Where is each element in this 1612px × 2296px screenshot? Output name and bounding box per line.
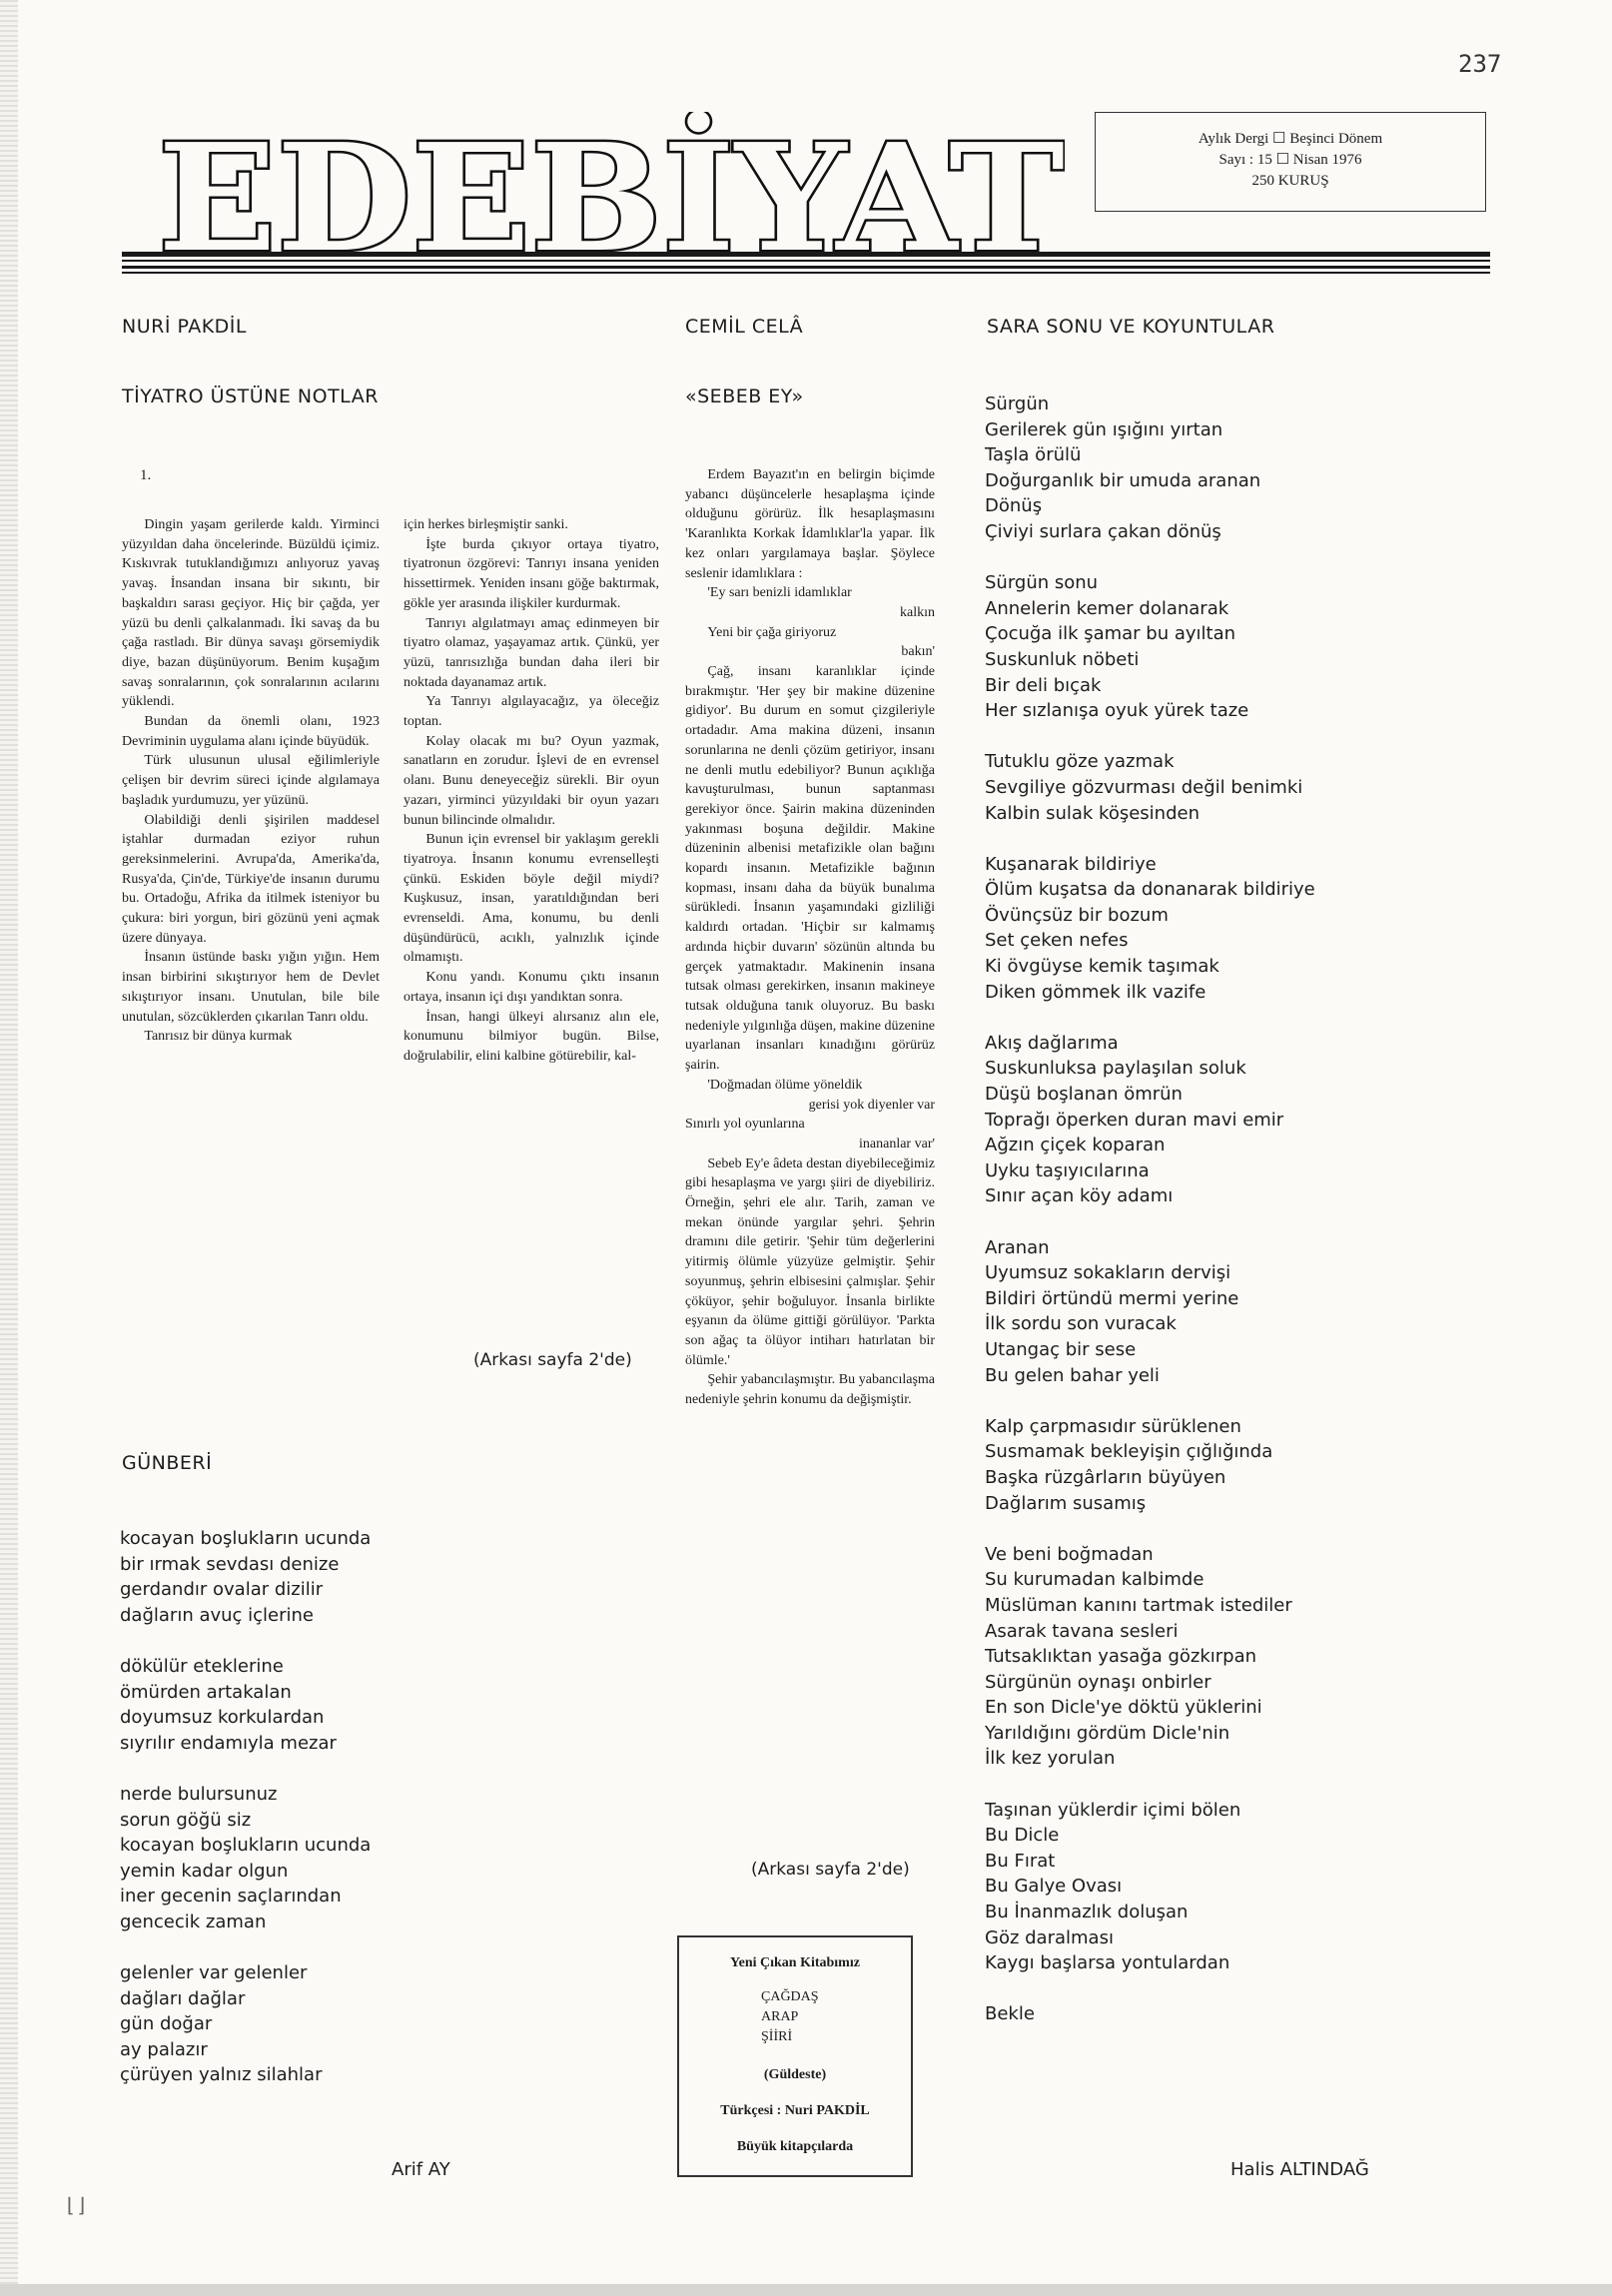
paragraph: Sebeb Ey'e âdeta destan diyebileceğimiz gibi hesaplaşma ve yargı şiiri de diyebiliriz. Örneğin, şehri ele alır. Tarih, zaman ve mekan önünde yargılar şehri. Şehrin dramını dile getirir. 'Şehir tüm değerlerini yitirmiş ölümle yüzyüze gelmiştir. Şehir soyunmuş, şehrin elbisesini çalmışlar. Şehir çöküyor, şehir boğuluyor. İnsanla birlikte eşyanın da ölüme gittiği görülüyor. 'Parkta son ağaç ta ölüyor intiharı hatırlatan bir ölümle.' [685, 1155, 935, 1368]
poem-line: Set çeken nefes [985, 930, 1129, 952]
poem-line: kocayan boşlukların ucunda [120, 1835, 372, 1857]
quote-line: bakın' [901, 644, 935, 660]
poem-line: ay palazır [120, 2038, 208, 2060]
issue-line-periodical: Aylık Dergi ☐ Beşinci Dönem [1198, 131, 1383, 147]
poem-line: gelenler var gelenler [120, 1962, 308, 1984]
stanza [985, 1031, 1424, 1209]
paragraph: Tanrısız bir dünya kurmak [144, 1029, 293, 1045]
paragraph: Erdem Bayazıt'ın en belirgin biçimde yabancı düşüncelerle hesaplaşma içinde olduğunu görürüz. İlk hesaplaşmasını 'Karanlıkta Korkak İdamlıklar'la yapar. İlk kez onları yargılamaya başlar. Şöylece seslenir idamlıklara : [685, 467, 935, 581]
paragraph: Kolay olacak mı bu? Oyun yazmak, sanatların en zorudur. İşlevi de en evrensel olanı. Bunu deneyeceğiz sürekli. Bir oyun yazarı, yirminci yüzyıldaki bir oyun yazarı bunun bilincinde olmalıdır. [403, 733, 659, 828]
book-ad-header: Yeni Çıkan Kitabımız [730, 1955, 860, 1970]
issue-line-number: Sayı : 15 ☐ Nisan 1976 [1218, 152, 1362, 168]
poem-line: İlk kez yorulan [985, 1748, 1116, 1770]
poem-line: gerdandır ovalar dizilir [120, 1579, 324, 1601]
poem-line: Ki övgüyse kemik taşımak [985, 956, 1219, 978]
poem-line: Su kurumadan kalbimde [985, 1569, 1205, 1591]
stanza [120, 1526, 419, 1628]
paragraph: Konu yandı. Konumu çıktı insanın ortaya, insanın içi dışı yandıktan sonra. [403, 970, 659, 1005]
poem-line: sıyrılır endamıyla mezar [120, 1732, 337, 1754]
book-ad-title-line: ARAP [761, 2009, 799, 2024]
poem-line: Sürgün sonu [985, 572, 1099, 594]
poem-line: Her sızlanışa oyuk yürek taze [985, 700, 1249, 722]
article2-column [685, 465, 935, 1410]
poem-line: Sürgünün oynaşı onbirler [985, 1671, 1211, 1693]
poem-line: nerde bulursunuz [120, 1783, 278, 1805]
paragraph: İnsanın üstünde baskı yığın yığın. Hem insan birbirini sıkıştırıyor hem de Devlet sıkıştırıyor insanı. Unutulan, bile bile unutulan, sözcüklerden çıkarılan Tanrı oldu. [122, 950, 380, 1025]
masthead-rule [122, 266, 1490, 269]
stanza [985, 570, 1424, 724]
poem-line: Kuşanarak bildiriye [985, 853, 1157, 875]
issue-info-box [1095, 112, 1486, 212]
poem-line: Bu Galye Ovası [985, 1876, 1123, 1898]
poem-line: Tutsaklıktan yasağa gözkırpan [985, 1646, 1257, 1668]
article2-author: CEMİL CELÂ [685, 316, 804, 338]
poem-line: Düşü boşlanan ömrün [985, 1084, 1183, 1106]
poem-line: Suskunluksa paylaşılan soluk [985, 1058, 1246, 1080]
poem-line: gün doğar [120, 2013, 213, 2035]
poem-line: sorun göğü siz [120, 1809, 252, 1831]
book-advertisement [677, 1935, 913, 2177]
poem-line: Utangaç bir sese [985, 1338, 1137, 1360]
paragraph: Olabildiği denli şişirilen maddesel iştahlar durmadan eziyor ruhun gereksinmelerini. Avrupa'da, Amerika'da, Rusya'da, Çin'de, Türkiye'de insanın durumu bu. Ortadoğu, Afrika da itilmek isteniyor bu çukura: biri yorgun, biri gözünü yeni açmak üzere dünyaya. [122, 812, 380, 946]
article2-continued-note: (Arkası sayfa 2'de) [751, 1860, 910, 1880]
scan-edge [0, 0, 18, 2296]
poem-line: Sevgiliye gözvurması değil benimki [985, 776, 1303, 798]
poem-line: Gerilerek gün ışığını yırtan [985, 418, 1223, 440]
poem-line: Bir deli bıçak [985, 674, 1102, 696]
article1-column-1 [122, 515, 380, 1047]
poem-line: Başka rüzgârların büyüyen [985, 1466, 1226, 1488]
masthead-rule [122, 272, 1490, 274]
paragraph: Tanrıyı algılatmayı amaç edinmeyen bir tiyatro olamaz, yaşayamaz artık. Çünkü, yer yüzü, tanrısızlığa bundan daha ileri bir noktada dayanamaz artık. [403, 615, 659, 690]
paragraph: İnsan, hangi ülkeyi alırsanız alın ele, konumunu bilmiyor bugün. Bilse, doğrulabilir, elini kalbine götürebilir, kal- [403, 1009, 659, 1064]
masthead-rule [122, 252, 1490, 257]
paragraph: Türk ulusunun ulusal eğilimleriyle çelişen bir devrim süreci içinde algılamaya başladık yurdumuzu, yer yüzünü. [122, 753, 380, 808]
poem-line: Kalbin sulak köşesinden [985, 802, 1200, 824]
scan-bottom-edge [0, 2284, 1612, 2296]
poem-line: Çiviyi surlara çakan dönüş [985, 520, 1221, 542]
masthead-rule [122, 260, 1490, 262]
poem-line: Diken gömmek ilk vazife [985, 981, 1207, 1003]
stanza [985, 749, 1424, 826]
poem-line: İlk sordu son vuracak [985, 1313, 1177, 1335]
stanza [985, 1235, 1424, 1389]
quote-line: gerisi yok diyenler var [808, 1097, 935, 1113]
article1-continued-note: (Arkası sayfa 2'de) [473, 1350, 632, 1370]
paragraph: Bunun için evrensel bir yaklaşım gerekli tiyatroya. İnsanın konumu evrenselleşti çünkü. Eskiden böyle değil miydi? Kuşkusuz, insan, yaratıldığından beri evrenseldi. Ama, konumu, bu denli düşündürücü, acıklı, yalnızlık içinde olmamıştı. [403, 832, 659, 966]
quote-line: 'Ey sarı benizli idamlıklar [707, 585, 852, 601]
poem-line: Bu Fırat [985, 1850, 1056, 1872]
issue-line-price: 250 KURUŞ [1251, 173, 1329, 189]
poem-line: Bekle [985, 2003, 1035, 2025]
stanza [985, 2001, 1424, 2027]
poem-line: Çocuğa ilk şamar bu ayıltan [985, 623, 1236, 645]
poem-line: Dönüş [985, 495, 1043, 517]
poem-line: Uyku taşıyıcılarına [985, 1159, 1150, 1181]
stanza [120, 1960, 419, 2088]
article1-title: TİYATRO ÜSTÜNE NOTLAR [122, 385, 379, 407]
poem-line: doyumsuz korkulardan [120, 1707, 325, 1729]
poem-line: Göz daralması [985, 1926, 1114, 1948]
article1-author: NURİ PAKDİL [122, 316, 247, 338]
poem-line: Kalp çarpmasıdır sürüklenen [985, 1415, 1241, 1437]
quote-line: Sınırlı yol oyunlarına [685, 1117, 805, 1133]
stanza [985, 1542, 1424, 1772]
poem-line: Aranan [985, 1236, 1050, 1258]
poem-line: dağların avuç içlerine [120, 1604, 315, 1626]
book-ad-title-line: ÇAĞDAŞ [761, 1989, 819, 2004]
poem-line: Taşınan yüklerdir içimi bölen [985, 1799, 1241, 1821]
stanza [985, 391, 1424, 545]
poem-line: ömürden artakalan [120, 1681, 292, 1703]
poem-line: Uyumsuz sokakların dervişi [985, 1262, 1231, 1284]
poem2-title: SARA SONU VE KOYUNTULAR [987, 316, 1275, 338]
poem-line: Ölüm kuşatsa da donanarak bildiriye [985, 879, 1315, 901]
quote-line: 'Doğmadan ölüme yöneldik [707, 1077, 863, 1093]
poem-line: gencecik zaman [120, 1911, 267, 1932]
poem-line: Sınır açan köy adamı [985, 1185, 1174, 1207]
book-ad-title-line: ŞİİRİ [761, 2029, 793, 2044]
paragraph: için herkes birleşmiştir sanki. [403, 517, 568, 532]
poem-line: Ağzın çiçek koparan [985, 1135, 1166, 1156]
poem-line: bir ırmak sevdası denize [120, 1553, 340, 1575]
poem-line: yemin kadar olgun [120, 1860, 289, 1882]
poem-line: Akış dağlarıma [985, 1032, 1119, 1054]
poem-line: Tutuklu göze yazmak [985, 751, 1175, 773]
book-ad-translator: Türkçesi : Nuri PAKDİL [720, 2103, 870, 2118]
poem-line: Müslüman kanını tartmak istediler [985, 1594, 1292, 1616]
poem-line: Dağlarım susamış [985, 1492, 1147, 1514]
paragraph: Şehir yabancılaşmıştır. Bu yabancılaşma nedeniyle şehrin konumu da değişmiştir. [685, 1372, 935, 1408]
scan-corner-mark: ⌊⌋ [64, 2193, 89, 2217]
article1-column-2 [403, 515, 659, 1067]
poem-line: Kaygı başlarsa yontulardan [985, 1952, 1230, 1974]
poem-line: kocayan boşlukların ucunda [120, 1528, 372, 1549]
poem-line: Yarıldığını gördüm Dicle'nin [985, 1722, 1230, 1744]
section-number: 1. [140, 467, 152, 483]
poem-line: Sürgün [985, 393, 1050, 414]
paragraph: Bundan da önemli olanı, 1923 Devriminin uygulama alanı içinde büyüdük. [122, 714, 380, 749]
paragraph: Dingin yaşam gerilerde kaldı. Yirminci yüzyıldan daha öncelerinde. Büzüldü içimiz. Kıskıvrak tutuklandığımızı anlıyoruz yavaş yavaş. İnsandan insana bir sıkıntı, bir başkaldırı sarası geçiyor. Hiç bir çağda, yer yüzü bu denli çalkalanmadı. İki savaş da bu çağa rastladı. Bir dünya savaşı görsemiydik diye, bazan düşünüyorum. Benim kuşağım savaş sonralarının, çok sonralarının acılarını yüklendi. [122, 517, 380, 710]
poem-line: Bu Dicle [985, 1825, 1060, 1847]
masthead-title [158, 112, 1065, 262]
poem-line: Toprağı öperken duran mavi emir [985, 1109, 1284, 1131]
page-number: 237 [1458, 50, 1502, 78]
poem-line: Suskunluk nöbeti [985, 648, 1140, 670]
poem-line: Övünçsüz bir bozum [985, 904, 1169, 926]
poem-line: dağları dağlar [120, 1987, 246, 2009]
quote-line: Yeni bir çağa giriyoruz [707, 624, 837, 640]
poem-line: Bu gelen bahar yeli [985, 1364, 1160, 1386]
article2-title: «SEBEB EY» [685, 385, 804, 407]
book-ad-subtitle: (Güldeste) [763, 2067, 827, 2082]
poem-line: iner gecenin saçlarından [120, 1886, 342, 1908]
poem-line: Annelerin kemer dolanarak [985, 597, 1229, 619]
poem-line: dökülür eteklerine [120, 1655, 284, 1677]
quote-line: inananlar var' [859, 1136, 935, 1151]
poem1-body [120, 1526, 419, 2114]
paragraph: Ya Tanrıyı algılayacağız, ya öleceğiz toptan. [403, 694, 659, 730]
quote-line: kalkın [900, 604, 935, 620]
stanza [985, 1798, 1424, 1976]
poem-line: Asarak tavana sesleri [985, 1620, 1179, 1642]
poem-line: Doğurganlık bir umuda aranan [985, 469, 1261, 491]
poem-line: Bu İnanmazlık doluşan [985, 1902, 1189, 1923]
stanza [120, 1654, 419, 1756]
stanza [120, 1782, 419, 1935]
poem-line: çürüyen yalnız silahlar [120, 2064, 323, 2086]
poem1-author: Arif AY [392, 2159, 450, 2180]
paragraph: İşte burda çıkıyor ortaya tiyatro, tiyatronun özgörevi: Tanrıyı insana yeniden hissettirmek. Yeniden insanı göğe baktırmak, gökle yer arasında ilişkiler kurdurmak. [403, 536, 659, 611]
stanza [985, 852, 1424, 1006]
masthead-title-text: EDEBİYAT [158, 112, 1019, 262]
poem2-body [985, 391, 1424, 2053]
poem-line: Susmamak bekleyişin çığlığında [985, 1441, 1273, 1463]
poem-line: Ve beni boğmadan [985, 1543, 1154, 1565]
paragraph: Çağ, insanı karanlıklar içinde bırakmıştır. 'Her şey bir makine düzenine gidiyor'. Bu durum en somut çizgileriyle ortadadır. Ama makina düzeni, insanın sorunlarına ne denli çözüm getiriyor, insanı ne denli mutlu edebiliyor? Bunun açıklığa kavuşturulması, bunun saptanması gerekiyor önce. Şairin makina düzeninden yakınması boşuna değildir. Makine düzeninin albenisi metafizikle olan bağını kopardı insanın. Metafizikle bağının kopması, insanı daha da büyük bunalıma sürükledi. İnsanın yaşamındaki gizliliği kaldırdı ortadan. 'Hiçbir sır kalmamış ardında hiçbir duvarın' sözünün altında bu gerçek yatmaktadır. Makinenin insana tutsak olması gerekirken, insanın makineye tutsak olduğuna tanık oluyoruz. Bu baskı nedeniyle yılgınlığa düşen, makine düzenine uyarlanan insanları kınadığını görürüz şairin. [685, 664, 935, 1074]
poem2-author: Halis ALTINDAĞ [1230, 2159, 1369, 2180]
poem-line: Bildiri örtündü mermi yerine [985, 1287, 1239, 1309]
poem1-title: GÜNBERİ [122, 1452, 213, 1474]
stanza [985, 1414, 1424, 1516]
book-ad-availability: Büyük kitapçılarda [736, 2139, 854, 2154]
poem-line: Taşla örülü [985, 444, 1082, 466]
poem-line: En son Dicle'ye döktü yüklerini [985, 1697, 1262, 1719]
